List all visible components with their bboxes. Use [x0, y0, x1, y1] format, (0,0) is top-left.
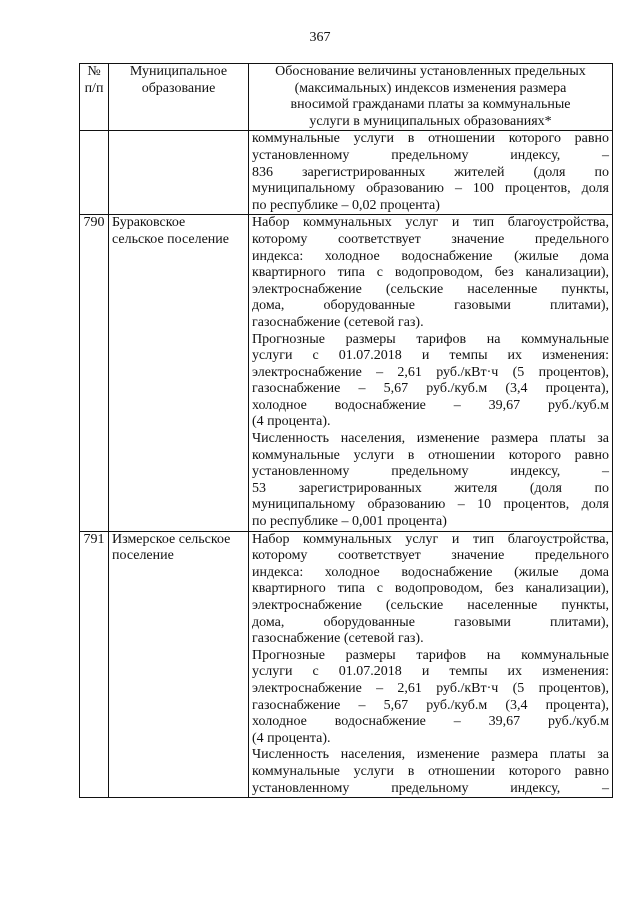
text-line: по республике – 0,02 процента) [252, 197, 440, 213]
header-justification-line: услуги в муниципальных образованиях* [309, 113, 552, 129]
text-line: Набор коммунальных услуг и тип благоустройства, [252, 215, 609, 231]
municipality-name-line: Измерское сельское [112, 531, 231, 547]
text-line: установленному предельному индексу, – [252, 464, 609, 480]
header-justification [249, 64, 613, 131]
text-line: Прогнозные размеры тарифов на коммунальные [252, 331, 609, 347]
municipality-name-line: поселение [112, 548, 174, 564]
text-line: электроснабжение – 2,61 руб./кВт·ч (5 процентов), [252, 364, 609, 380]
header-justification-line: Обоснование величины установленных предельных [275, 64, 586, 79]
justification-text [249, 215, 613, 531]
text-line: холодное водоснабжение – 39,67 руб./куб.м [252, 714, 609, 730]
text-line: которому соответствует значение предельного [252, 231, 609, 247]
header-municipality-line: образование [141, 80, 216, 96]
text-line: которому соответствует значение предельного [252, 548, 609, 564]
text-line: муниципальному образованию – 10 процентов, доля [252, 497, 609, 513]
header-justification-line: (максимальных) индексов изменения размера [294, 80, 567, 96]
justification-text [249, 131, 613, 215]
header-municipality [109, 64, 249, 131]
text-line: Набор коммунальных услуг и тип благоустройства, [252, 531, 609, 547]
text-line: муниципальному образованию – 100 процентов, доля [252, 181, 609, 197]
municipality-name-line: Бураковское [112, 215, 186, 231]
justification-text [249, 531, 613, 798]
text-line: установленному предельному индексу, – [252, 147, 609, 163]
text-line: индекса: холодное водоснабжение (жилые дома [252, 248, 609, 264]
row-number: 791 [80, 531, 109, 798]
header-num [80, 64, 109, 131]
table-body [80, 131, 613, 798]
text-line: 53 зарегистрированных жителя (доля по [252, 480, 609, 496]
table-header-row [80, 64, 613, 131]
header-num-line: п/п [84, 80, 104, 96]
text-line: коммунальные услуги в отношении которого равно [252, 131, 609, 147]
tariff-table [79, 63, 613, 798]
text-line: квартирного типа с водопроводом, без канализации), [252, 581, 609, 597]
municipality-name-line: сельское поселение [112, 231, 229, 247]
text-line: дома, оборудованные газовыми плитами), [252, 298, 609, 314]
table-row [80, 531, 613, 798]
text-line: газоснабжение – 5,67 руб./куб.м (3,4 процента), [252, 697, 609, 713]
text-line: дома, оборудованные газовыми плитами), [252, 614, 609, 630]
text-line: услуги с 01.07.2018 и темпы их изменения: [252, 664, 609, 680]
text-line: (4 процента). [252, 730, 331, 746]
municipality-name [109, 215, 249, 531]
text-line: услуги с 01.07.2018 и темпы их изменения: [252, 348, 609, 364]
text-line: (4 процента). [252, 414, 331, 430]
text-line: газоснабжение (сетевой газ). [252, 314, 424, 330]
text-line: Численность населения, изменение размера платы за [252, 431, 609, 447]
text-line: холодное водоснабжение – 39,67 руб./куб.м [252, 397, 609, 413]
text-line: Численность населения, изменение размера платы за [252, 747, 609, 763]
text-line: газоснабжение (сетевой газ). [252, 631, 424, 647]
text-line: электроснабжение (сельские населенные пункты, [252, 281, 609, 297]
text-line: Прогнозные размеры тарифов на коммунальные [252, 647, 609, 663]
text-line: по республике – 0,001 процента) [252, 514, 447, 530]
municipality-name [109, 131, 249, 215]
table-row [80, 215, 613, 531]
text-line: 836 зарегистрированных жителей (доля по [252, 164, 609, 180]
text-line: коммунальные услуги в отношении которого равно [252, 763, 609, 779]
text-line: электроснабжение – 2,61 руб./кВт·ч (5 процентов), [252, 680, 609, 696]
text-line: индекса: холодное водоснабжение (жилые дома [252, 564, 609, 580]
text-line: квартирного типа с водопроводом, без канализации), [252, 265, 609, 281]
header-num-line: № [87, 64, 101, 79]
table-row [80, 131, 613, 215]
row-number [80, 131, 109, 215]
header-municipality-line: Муниципальное [129, 64, 228, 79]
text-line: установленному предельному индексу, – [252, 780, 609, 796]
page-number: 367 [309, 30, 331, 45]
text-line: газоснабжение – 5,67 руб./куб.м (3,4 процента), [252, 381, 609, 397]
text-line: коммунальные услуги в отношении которого равно [252, 447, 609, 463]
text-line: электроснабжение (сельские населенные пункты, [252, 598, 609, 613]
header-justification-line: вносимой гражданами платы за коммунальные [290, 97, 571, 113]
municipality-name [109, 531, 249, 798]
row-number: 790 [80, 215, 109, 531]
